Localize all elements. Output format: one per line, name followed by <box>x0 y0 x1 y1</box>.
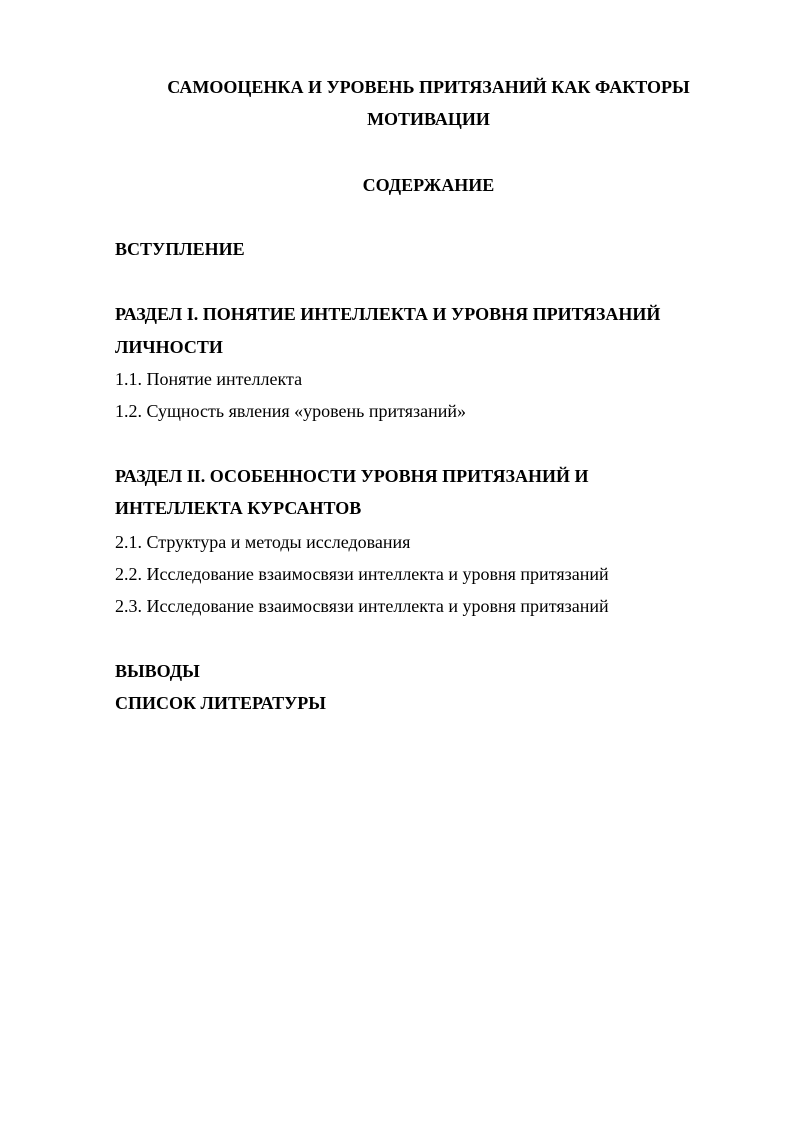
toc-section-1-heading-line-2: ЛИЧНОСТИ <box>115 337 223 357</box>
toc-conclusions: ВЫВОДЫ <box>115 661 200 681</box>
toc-section-2-heading-line-2: ИНТЕЛЛЕКТА КУРСАНТОВ <box>115 498 362 518</box>
toc-item-1-2: 1.2. Сущность явления «уровень притязаний» <box>115 401 467 421</box>
toc-intro: ВСТУПЛЕНИЕ <box>115 239 245 259</box>
document-title-line-2: МОТИВАЦИИ <box>367 109 490 129</box>
toc-section-2-heading-line-1: РАЗДЕЛ II. ОСОБЕННОСТИ УРОВНЯ ПРИТЯЗАНИЙ И <box>115 466 589 486</box>
toc-item-1-1: 1.1. Понятие интеллекта <box>115 369 303 389</box>
toc-item-2-2: 2.2. Исследование взаимосвязи интеллекта и уровня притязаний <box>115 564 609 584</box>
toc-item-2-3: 2.3. Исследование взаимосвязи интеллекта и уровня притязаний <box>115 596 609 616</box>
toc-item-2-1: 2.1. Структура и методы исследования <box>115 532 411 552</box>
toc-references: СПИСОК ЛИТЕРАТУРЫ <box>115 693 326 713</box>
toc-section-1-heading-line-1: РАЗДЕЛ I. ПОНЯТИЕ ИНТЕЛЛЕКТА И УРОВНЯ ПРИТЯЗАНИЙ <box>115 304 661 324</box>
contents-heading: СОДЕРЖАНИЕ <box>362 175 495 195</box>
document-title-line-1: САМООЦЕНКА И УРОВЕНЬ ПРИТЯЗАНИЙ КАК ФАКТОРЫ <box>167 77 690 97</box>
